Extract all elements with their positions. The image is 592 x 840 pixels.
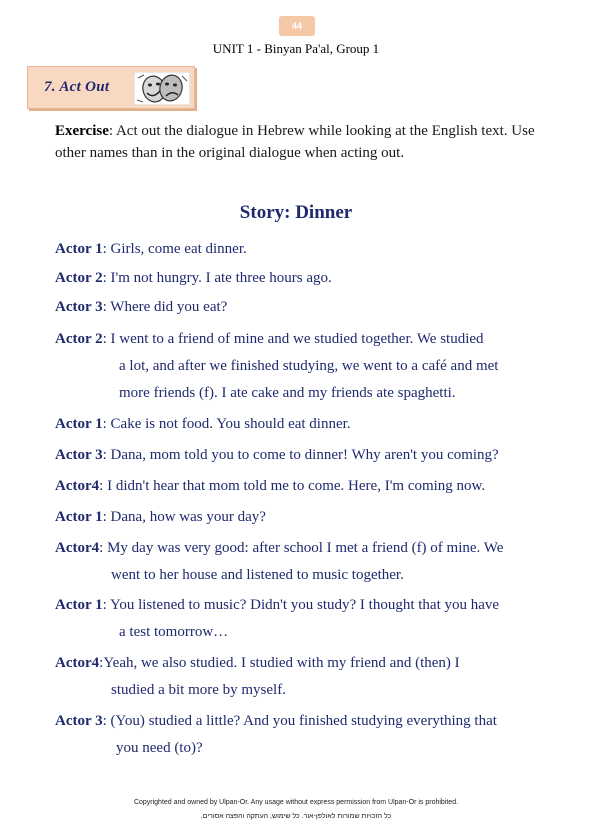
- speaker: Actor4: [55, 655, 100, 671]
- copyright-hebrew: כל הזכויות שמורות לאולפן-אור. כל שימוש, העתקה והפצה אסורים.: [200, 813, 392, 820]
- dialogue-line: [55, 236, 555, 263]
- separator: :: [99, 655, 104, 671]
- line-text: I went to a friend of mine and we studied together. We studied: [110, 331, 484, 347]
- dialogue-line: [55, 442, 555, 469]
- line-text: My day was very good: after school I met a friend (f) of mine. We: [107, 540, 504, 556]
- speaker: Actor 1: [55, 416, 103, 432]
- line-text: Girls, come eat dinner.: [110, 241, 247, 257]
- dialogue-line: [55, 592, 555, 646]
- page-number-badge: 44: [279, 16, 315, 36]
- separator: :: [102, 299, 111, 315]
- speaker: Actor 2: [55, 331, 103, 347]
- line-text: Dana, how was your day?: [110, 509, 266, 525]
- line-text: (You) studied a little? And you finished studying everything that: [110, 713, 497, 729]
- line-text: Dana, mom told you to come to dinner! Why aren't you coming?: [110, 447, 499, 463]
- line-text: you need (to)?: [116, 740, 203, 756]
- section-title: 7. Act Out: [44, 79, 110, 95]
- exercise-label: Exercise: [55, 123, 109, 139]
- speaker: Actor 3: [55, 713, 103, 729]
- speaker: Actor 3: [55, 447, 103, 463]
- dialogue-line: [55, 265, 555, 292]
- dialogue-line: [55, 326, 555, 407]
- line-text: more friends (f). I ate cake and my friends ate spaghetti.: [119, 385, 456, 401]
- line-text: Yeah, we also studied. I studied with my friend and (then) I: [103, 655, 460, 671]
- separator: :: [102, 416, 111, 432]
- line-text: a test tomorrow…: [119, 624, 229, 640]
- separator: :: [102, 597, 110, 613]
- speaker: Actor 1: [55, 241, 103, 257]
- separator: :: [102, 713, 111, 729]
- separator: :: [99, 540, 108, 556]
- line-text: studied a bit more by myself.: [111, 682, 286, 698]
- dialogue-line: [55, 650, 555, 704]
- speaker: Actor4: [55, 540, 100, 556]
- separator: :: [102, 270, 111, 286]
- theater-masks-icon: [134, 72, 190, 105]
- separator: :: [102, 509, 111, 525]
- unit-header: UNIT 1 - Binyan Pa'al, Group 1: [212, 41, 380, 56]
- line-text: a lot, and after we finished studying, we went to a café and met: [119, 358, 499, 374]
- speaker: Actor 3: [55, 299, 103, 315]
- separator: :: [99, 478, 108, 494]
- speaker: Actor4: [55, 478, 100, 494]
- line-text: went to her house and listened to music together.: [111, 567, 404, 583]
- separator: :: [102, 331, 111, 347]
- dialogue-line: [55, 504, 555, 531]
- separator: :: [102, 241, 111, 257]
- line-text: Cake is not food. You should eat dinner.: [110, 416, 351, 432]
- story-title: Story: Dinner: [239, 202, 353, 223]
- dialogue-line: [55, 708, 555, 762]
- copyright-english: Copyrighted and owned by Ulpan-Or. Any usage without express permission from Ulpan-Or is prohibited.: [133, 799, 459, 806]
- speaker: Actor 2: [55, 270, 103, 286]
- line-text: I'm not hungry. I ate three hours ago.: [110, 270, 332, 286]
- line-text: I didn't hear that mom told me to come. Here, I'm coming now.: [107, 478, 486, 494]
- speaker: Actor 1: [55, 509, 103, 525]
- separator: :: [102, 447, 111, 463]
- speaker: Actor 1: [55, 597, 103, 613]
- dialogue-line: [55, 411, 555, 438]
- dialogue-line: [55, 294, 555, 321]
- section-header: [27, 66, 195, 109]
- exercise-text: : Act out the dialogue in Hebrew while looking at the English text. Use other names than in the original dialogue when acting out.: [55, 123, 535, 161]
- line-text: You listened to music? Didn't you study? I thought that you have: [110, 597, 500, 613]
- dialogue-line: [55, 473, 555, 500]
- exercise-instructions: [55, 120, 545, 164]
- dialogue-line: [55, 535, 555, 589]
- line-text: Where did you eat?: [110, 299, 228, 315]
